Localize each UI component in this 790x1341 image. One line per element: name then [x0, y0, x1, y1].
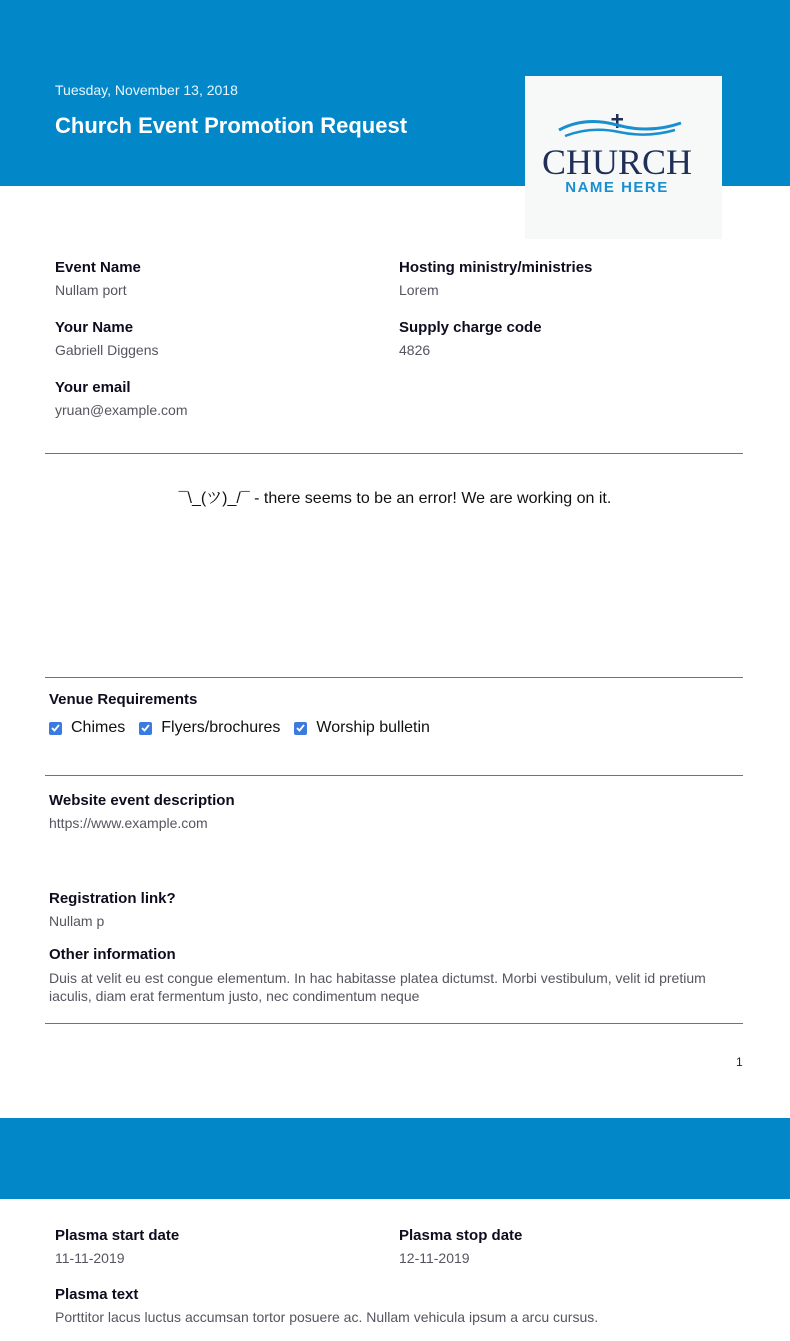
checkbox-checked-icon[interactable] — [139, 722, 152, 735]
plasma-stop-value: 12-11-2019 — [399, 1250, 470, 1266]
field-your-email — [55, 379, 188, 418]
supply-code-label: Supply charge code — [399, 319, 542, 336]
checkbox-worship-bulletin[interactable] — [294, 719, 430, 737]
divider — [45, 453, 743, 454]
checkbox-checked-icon[interactable] — [294, 722, 307, 735]
page-number: 1 — [736, 1055, 743, 1069]
your-name-label: Your Name — [55, 319, 134, 336]
checkbox-checked-icon[interactable] — [49, 722, 62, 735]
field-event-name — [55, 259, 141, 298]
field-plasma-stop — [399, 1227, 522, 1266]
logo-church-text: CHURCH — [541, 142, 693, 182]
error-message: ¯\_(ツ)_/¯ - there seems to be an error! We are working on it. — [178, 490, 612, 507]
plasma-start-value: 11-11-2019 — [55, 1250, 125, 1266]
field-your-name — [55, 319, 159, 358]
supply-code-value: 4826 — [399, 342, 431, 358]
registration-link-label: Registration link? — [49, 890, 176, 907]
website-description-value: https://www.example.com — [49, 815, 208, 831]
other-information-label: Other information — [49, 946, 176, 963]
logo-name-text: NAME HERE — [565, 179, 669, 196]
website-description-label: Website event description — [49, 792, 235, 809]
field-plasma-text — [55, 1286, 598, 1325]
registration-link-value: Nullam p — [49, 913, 105, 929]
checkbox-label: Worship bulletin — [316, 719, 430, 736]
divider — [45, 677, 743, 678]
plasma-text-value: Porttitor lacus luctus accumsan tortor posuere ac. Nullam vehicula ipsum a arcu cursus. — [55, 1309, 599, 1325]
hosting-label: Hosting ministry/ministries — [399, 259, 593, 276]
event-name-value: Nullam port — [55, 282, 127, 298]
checkbox-flyers-brochures[interactable] — [139, 719, 280, 737]
your-name-value: Gabriell Diggens — [55, 342, 159, 358]
hosting-value: Lorem — [399, 282, 439, 298]
plasma-start-label: Plasma start date — [55, 1227, 180, 1244]
field-hosting — [399, 259, 592, 298]
field-other-information — [49, 946, 749, 1005]
page-title: Church Event Promotion Request — [55, 113, 408, 138]
your-email-value: yruan@example.com — [55, 402, 188, 418]
page-2-header-band — [0, 1118, 790, 1199]
checkbox-chimes[interactable] — [49, 719, 125, 737]
other-information-value: Duis at velit eu est congue elementum. In hac habitasse platea dictumst. Morbi vestibulum, velit id pretium iaculis, diam erat fermentum justo, nec condimentum neque — [49, 970, 706, 1004]
divider — [45, 775, 743, 776]
field-website-description — [49, 792, 235, 831]
document-date: Tuesday, November 13, 2018 — [55, 82, 238, 98]
field-registration-link — [49, 890, 176, 929]
church-logo — [525, 76, 722, 239]
event-name-label: Event Name — [55, 259, 141, 276]
field-plasma-start — [55, 1227, 179, 1266]
field-supply-code — [399, 319, 542, 358]
venue-requirements-label: Venue Requirements — [49, 691, 198, 708]
cross-waves-logo-icon — [525, 76, 722, 239]
plasma-stop-label: Plasma stop date — [399, 1227, 523, 1244]
plasma-text-label: Plasma text — [55, 1286, 139, 1303]
checkbox-label: Chimes — [71, 719, 126, 736]
your-email-label: Your email — [55, 379, 131, 396]
checkbox-label: Flyers/brochures — [161, 719, 281, 736]
venue-checkbox-group — [49, 719, 444, 737]
divider — [45, 1023, 743, 1024]
